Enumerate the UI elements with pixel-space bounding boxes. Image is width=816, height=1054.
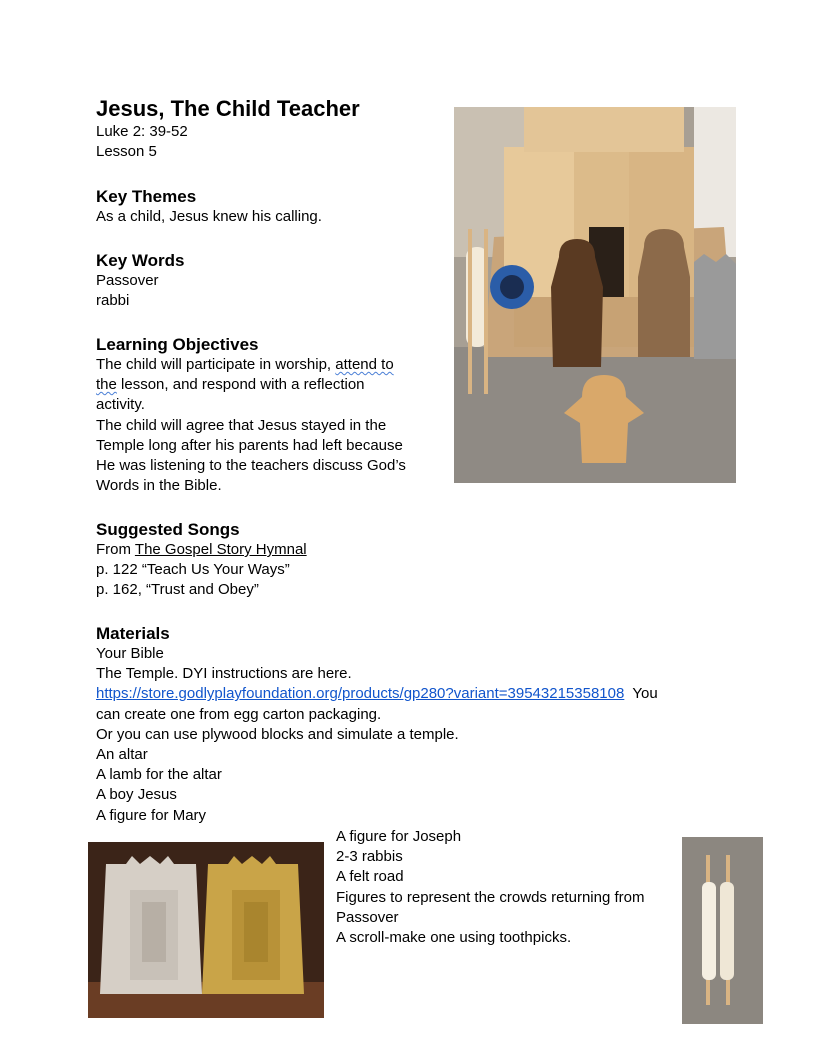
material-item: An altar xyxy=(96,746,148,764)
temple-figures-photo xyxy=(454,107,736,483)
objective-line: He was listening to the teachers discuss God’s xyxy=(96,457,406,475)
material-item: 2-3 rabbis xyxy=(336,848,403,866)
scripture-reference: Luke 2: 39-52 xyxy=(96,123,188,140)
scroll-illustration xyxy=(682,837,763,1024)
material-item: A felt road xyxy=(336,868,404,886)
objective-text: The child will participate in worship, xyxy=(96,356,332,373)
objective-line: Temple long after his parents had left because xyxy=(96,436,403,454)
objective-line: Words in the Bible. xyxy=(96,477,222,495)
egg-carton-temples-photo xyxy=(88,842,324,1018)
songs-section xyxy=(96,520,441,601)
scroll-photo xyxy=(682,837,763,1024)
key-themes-text: As a child, Jesus knew his calling. xyxy=(96,208,322,225)
song-item: p. 162, “Trust and Obey” xyxy=(96,581,259,599)
material-item: Passover xyxy=(336,908,399,926)
objective-line xyxy=(96,375,441,395)
key-word-item: Passover xyxy=(96,272,159,289)
songs-from-label: From xyxy=(96,541,131,558)
song-item: p. 122 “Teach Us Your Ways” xyxy=(96,561,290,579)
key-words-section xyxy=(96,251,436,311)
hymnal-title: The Gospel Story Hymnal xyxy=(134,541,307,558)
materials-heading: Materials xyxy=(96,624,170,643)
materials-continued xyxy=(336,827,676,948)
instructions-link[interactable]: https://store.godlyplayfoundation.org/products/gp280?variant=39543215358108 xyxy=(96,685,625,703)
egg-carton-temples-illustration xyxy=(88,842,324,1018)
songs-heading: Suggested Songs xyxy=(96,520,240,539)
key-themes-section xyxy=(96,187,436,227)
page-title: Jesus, The Child Teacher xyxy=(96,96,360,121)
material-item: A boy Jesus xyxy=(96,786,177,804)
material-item: Figures to represent the crowds returning from xyxy=(336,888,645,906)
objective-line: activity. xyxy=(96,396,145,414)
material-item: Or you can use plywood blocks and simulate a temple. xyxy=(96,725,459,743)
materials-section xyxy=(96,624,716,826)
lesson-header xyxy=(96,96,436,162)
material-item: can create one from egg carton packaging. xyxy=(96,705,382,723)
objective-line xyxy=(96,355,441,375)
objective-text: lesson, and respond with a reflection xyxy=(121,376,365,394)
material-item: Your Bible xyxy=(96,645,164,662)
key-word-item: rabbi xyxy=(96,292,130,310)
objectives-section xyxy=(96,335,441,496)
key-themes-heading: Key Themes xyxy=(96,187,197,206)
key-words-heading: Key Words xyxy=(96,251,185,270)
material-item: A scroll-make one using toothpicks. xyxy=(336,929,572,947)
spellcheck-flagged-text: attend to xyxy=(335,356,394,373)
material-item: A lamb for the altar xyxy=(96,766,222,784)
songs-source xyxy=(96,540,441,560)
objective-line: The child will agree that Jesus stayed in the xyxy=(96,416,387,434)
temple-figures-illustration xyxy=(454,107,736,483)
material-item: A figure for Joseph xyxy=(336,828,462,845)
spellcheck-flagged-text: the xyxy=(96,376,117,394)
material-text: You xyxy=(632,685,658,703)
lesson-number: Lesson 5 xyxy=(96,143,157,161)
material-link-line xyxy=(96,684,716,704)
material-item: A figure for Mary xyxy=(96,806,207,824)
material-item: The Temple. DYI instructions are here. xyxy=(96,665,352,683)
objectives-heading: Learning Objectives xyxy=(96,335,259,354)
